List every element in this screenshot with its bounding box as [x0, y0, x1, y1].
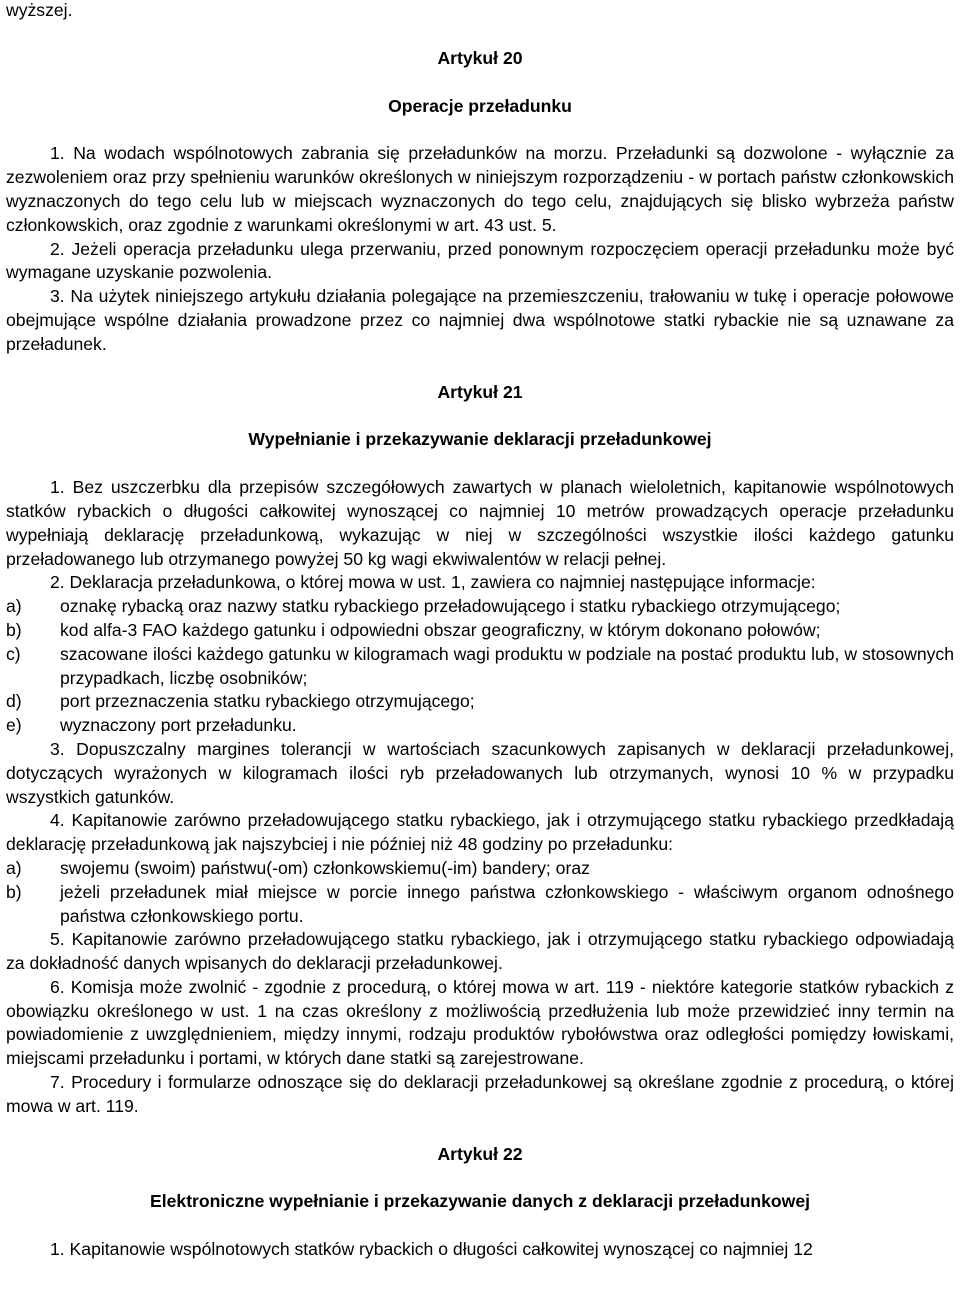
list-item-text: wyznaczony port przeładunku.: [60, 715, 297, 736]
list-item-label: d): [6, 691, 22, 712]
article-21-paragraph-3: 3. Dopuszczalny margines tolerancji w wartościach szacunkowych zapisanych w deklaracji przeładunkowej, dotyczących wyrażonych w kilogramach ilości ryb przeładowanych lub otrzymanych, wynosi 10 % w przypadku wszystkich gatunków.: [6, 738, 954, 807]
list-item-label: c): [6, 643, 21, 664]
list-item: [6, 643, 954, 691]
list-item-label: b): [6, 881, 22, 902]
list-item-text: swojemu (swoim) państwu(-om) członkowskiemu(-im) bandery; oraz: [60, 857, 590, 878]
article-20-title: Operacje przeładunku: [388, 95, 572, 116]
list-item: [6, 714, 954, 738]
article-21-paragraph-2: 2. Deklaracja przeładunkowa, o której mowa w ust. 1, zawiera co najmniej następujące informacje:: [50, 572, 816, 593]
continuation-text: wyższej.: [6, 0, 73, 20]
list-item: [6, 595, 954, 619]
article-21-number: Artykuł 21: [437, 381, 523, 402]
list-item-text: kod alfa-3 FAO każdego gatunku i odpowiedni obszar geograficzny, w którym dokonano połowów;: [60, 619, 821, 640]
list-item: [6, 857, 954, 881]
article-21-paragraph-6: 6. Komisja może zwolnić - zgodnie z procedurą, o której mowa w art. 119 - niektóre kategorie statków rybackich z obowiązku określonego w ust. 1 na czas określony z możliwością przedłużenia lub może przewidzieć inny termin na powiadomienie z uwzględnieniem, między innymi, rodzaju produktów rybołówstwa oraz odległości pomiędzy łowiskami, miejscami przeładunku i portami, w których dane statki są zarejestrowane.: [6, 976, 954, 1069]
article-21-paragraph-7: 7. Procedury i formularze odnoszące się do deklaracji przeładunkowej są określane zgodnie z procedurą, o której mowa w art. 119.: [6, 1072, 954, 1116]
article-22-title: Elektroniczne wypełnianie i przekazywanie danych z deklaracji przeładunkowej: [150, 1191, 810, 1212]
article-21-title: Wypełnianie i przekazywanie deklaracji przeładunkowej: [248, 429, 712, 450]
list-item-label: b): [6, 619, 22, 640]
list-item-text: szacowane ilości każdego gatunku w kilogramach wagi produktu w podziale na postać produktu lub, w stosownych przypadkach, liczbę osobników;: [60, 643, 954, 688]
article-20-paragraph-2: 2. Jeżeli operacja przeładunku ulega przerwaniu, przed ponownym rozpoczęciem operacji przeładunku może być wymagane uzyskanie pozwolenia.: [6, 238, 954, 283]
list-item-text: jeżeli przeładunek miał miejsce w porcie innego państwa członkowskiego - właściwym organom odnośnego państwa członkowskiego portu.: [60, 881, 954, 926]
article-20-paragraph-3: 3. Na użytek niniejszego artykułu działania polegające na przemieszczeniu, trałowaniu w tukę i operacje połowowe obejmujące wspólne działania prowadzone przez co najmniej dwa wspólnotowe statki rybackie nie są uznawane za przeładunek.: [6, 286, 954, 354]
list-item-label: a): [6, 857, 22, 878]
article-22-paragraph-1: 1. Kapitanowie wspólnotowych statków rybackich o długości całkowitej wynoszącej co najmniej 12: [50, 1239, 813, 1260]
article-21-paragraph-5: 5. Kapitanowie zarówno przeładowującego statku rybackiego, jak i otrzymującego statku rybackiego odpowiadają za dokładność danych wpisanych do deklaracji przeładunkowej.: [6, 929, 954, 974]
list-item-label: e): [6, 715, 22, 736]
article-20-number: Artykuł 20: [437, 47, 523, 68]
list-item-text: port przeznaczenia statku rybackiego otrzymującego;: [60, 691, 475, 712]
list-item: [6, 619, 954, 643]
list-item-text: oznakę rybacką oraz nazwy statku rybackiego przeładowującego i statku rybackiego otrzymującego;: [60, 596, 841, 617]
article-21-paragraph-4: 4. Kapitanowie zarówno przeładowującego statku rybackiego, jak i otrzymującego statku rybackiego przedkładają deklarację przeładunkową jak najszybciej i nie później niż 48 godziny po przeładunku:: [6, 810, 954, 855]
article-20-paragraph-1: 1. Na wodach wspólnotowych zabrania się przeładunków na morzu. Przeładunki są dozwolone - wyłącznie za zezwoleniem oraz przy spełnieniu warunków określonych w niniejszym rozporządzeniu - w portach państw członkowskich wyznaczonych do tego celu lub w miejscach wyznaczonych do tego celu, znajdujących się blisko wybrzeża państw członkowskich, oraz zgodnie z warunkami określonymi w art. 43 ust. 5.: [6, 143, 954, 235]
article-21-paragraph-1: 1. Bez uszczerbku dla przepisów szczegółowych zawartych w planach wieloletnich, kapitanowie wspólnotowych statków rybackich o długości całkowitej wynoszącej co najmniej 10 metrów prowadzących operacje przeładunku wypełniają deklarację przeładunkową, wykazując w niej w szczególności wszystkie ilości każdego gatunku przeładowanego lub otrzymanego powyżej 50 kg wagi ekwiwalentów w relacji pełnej.: [6, 477, 954, 569]
list-item: [6, 690, 954, 714]
list-item: [6, 881, 954, 929]
list-item-label: a): [6, 596, 22, 617]
article-22-number: Artykuł 22: [437, 1143, 523, 1164]
